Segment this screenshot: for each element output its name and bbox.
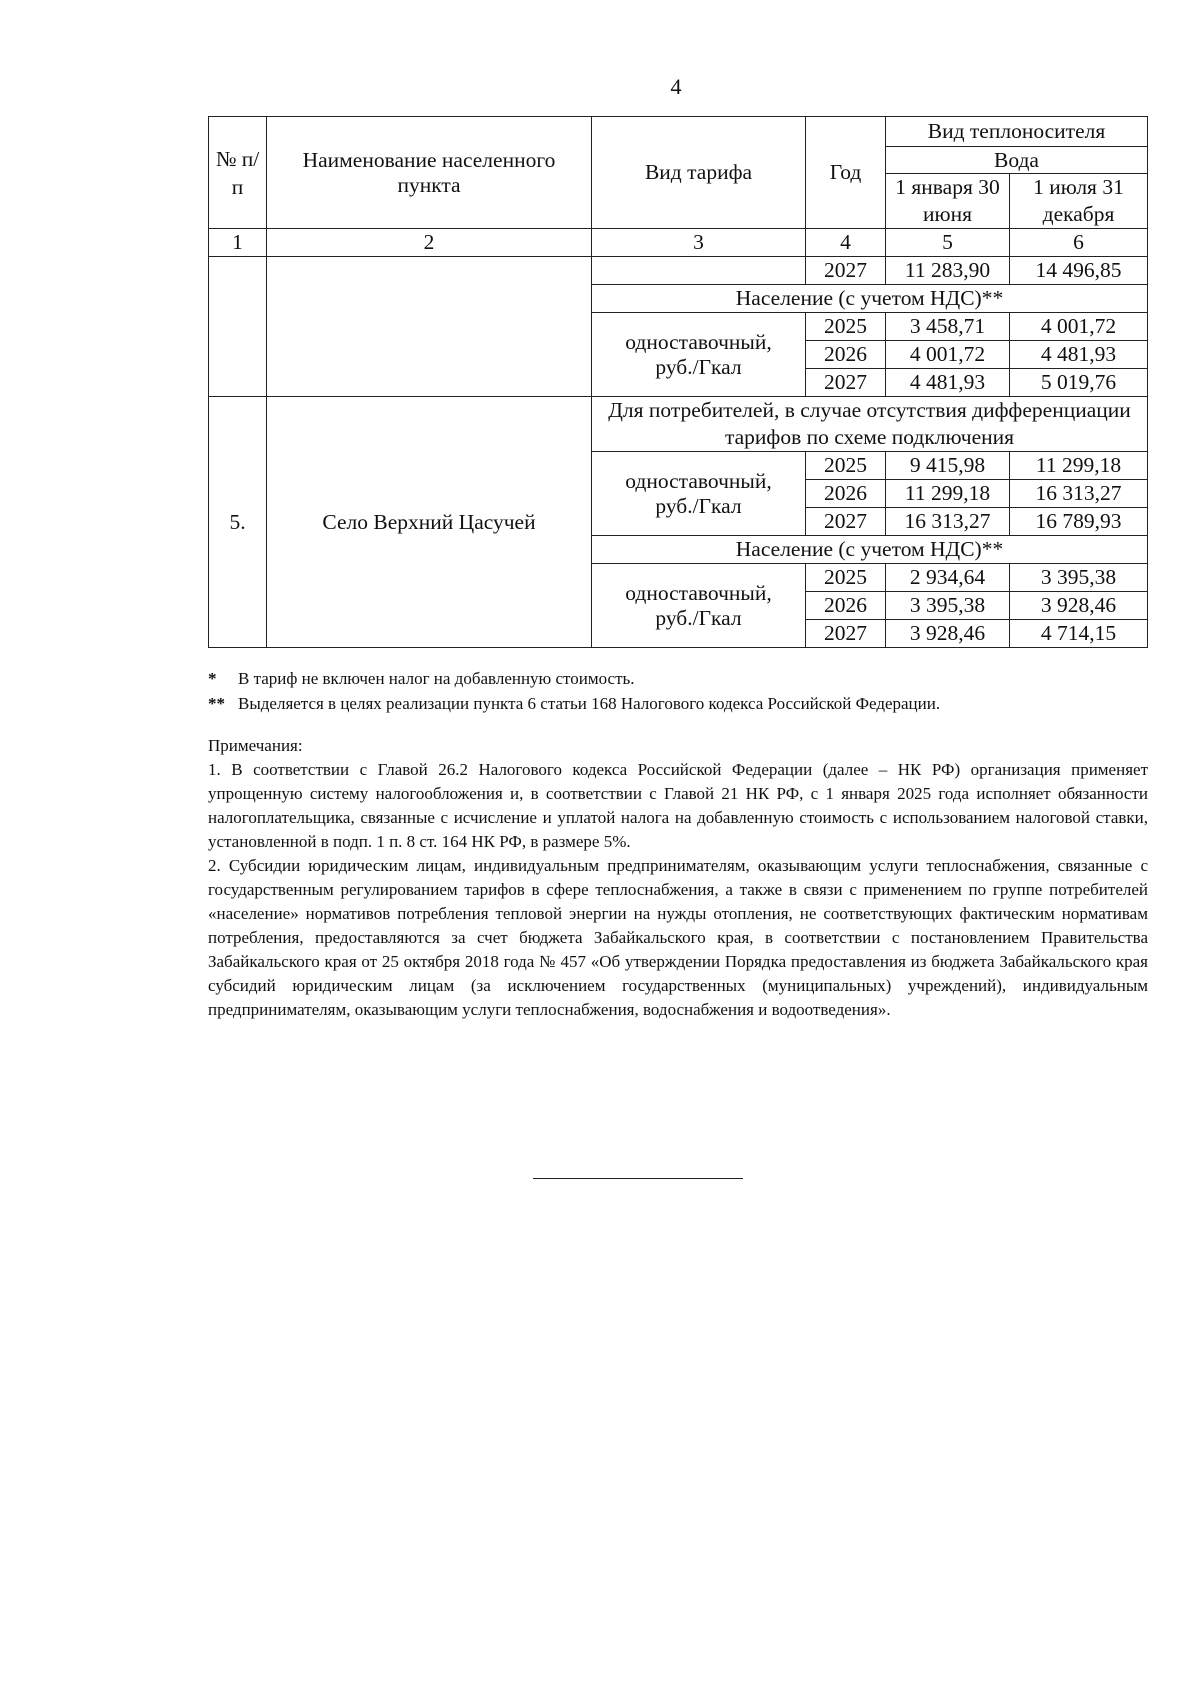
footnote-mark: ** [208, 694, 225, 713]
settlement-name: Село Верхний Цасучей [267, 397, 592, 648]
tariff-type-cell: одноставочный, руб./Гкал [592, 313, 806, 397]
value-cell: 3 458,71 [886, 313, 1010, 341]
year-cell: 2027 [806, 257, 886, 285]
footnote [208, 666, 1108, 691]
header-water: Вода [886, 147, 1148, 174]
table-row [209, 257, 1148, 285]
value-cell: 2 934,64 [886, 564, 1010, 592]
value-cell: 16 313,27 [886, 508, 1010, 536]
group-label: Для потребителей, в случае отсутствия дифференциации тарифов по схеме подключения [592, 397, 1148, 452]
footnotes [208, 666, 1108, 716]
header-period-1: 1 января 30 июня [886, 174, 1010, 229]
header-name: Наименование населенного пункта [267, 117, 592, 229]
column-number: 2 [267, 229, 592, 257]
year-cell: 2026 [806, 480, 886, 508]
value-cell: 4 001,72 [1010, 313, 1148, 341]
closing-divider [533, 1178, 743, 1179]
value-cell: 16 789,93 [1010, 508, 1148, 536]
year-cell: 2027 [806, 369, 886, 397]
value-cell: 11 299,18 [886, 480, 1010, 508]
year-cell: 2025 [806, 313, 886, 341]
value-cell: 5 019,76 [1010, 369, 1148, 397]
footnote-text: В тариф не включен налог на добавленную стоимость. [238, 669, 635, 688]
column-number: 6 [1010, 229, 1148, 257]
footnote-mark: * [208, 669, 217, 688]
value-cell: 3 928,46 [886, 620, 1010, 648]
value-cell: 14 496,85 [1010, 257, 1148, 285]
notes-title: Примечания: [208, 736, 303, 755]
header-period-2: 1 июля 31 декабря [1010, 174, 1148, 229]
value-cell: 4 714,15 [1010, 620, 1148, 648]
year-cell: 2027 [806, 620, 886, 648]
tariff-type-cell: одноставочный, руб./Гкал [592, 452, 806, 536]
column-number: 5 [886, 229, 1010, 257]
value-cell: 16 313,27 [1010, 480, 1148, 508]
column-number: 3 [592, 229, 806, 257]
column-numbers-row [209, 229, 1148, 257]
tariff-table [208, 116, 1148, 648]
year-cell: 2025 [806, 564, 886, 592]
group-label: Население (с учетом НДС)** [592, 536, 1148, 564]
empty-cell [592, 257, 806, 285]
value-cell: 3 928,46 [1010, 592, 1148, 620]
note-item: 2. Субсидии юридическим лицам, индивидуальным предпринимателям, оказывающим услуги теплоснабжения, связанные с государственным регулированием тарифов в сфере теплоснабжения, а также в связи с применением по группе потребителей «население» нормативов потребления тепловой энергии на нужды отопления, не соответствующих фактическим нормативам потребления, предоставляются за счет бюджета Забайкальского края, в соответствии с постановлением Правительства Забайкальского края от 25 октября 2018 года № 457 «Об утверждении Порядка предоставления из бюджета Забайкальского края субсидий юридическим лицам (за исключением государственных (муниципальных) учреждений), индивидуальным предпринимателям, оказывающим услуги теплоснабжения, водоснабжения и водоотведения». [208, 856, 1148, 1019]
value-cell: 3 395,38 [886, 592, 1010, 620]
header-year: Год [806, 117, 886, 229]
value-cell: 3 395,38 [1010, 564, 1148, 592]
header-carrier: Вид теплоносителя [886, 117, 1148, 147]
tariff-type-cell: одноставочный, руб./Гкал [592, 564, 806, 648]
value-cell: 4 001,72 [886, 341, 1010, 369]
header-num: № п/п [209, 117, 267, 229]
empty-cell [209, 257, 267, 397]
page-number: 4 [670, 74, 682, 99]
value-cell: 11 283,90 [886, 257, 1010, 285]
column-number: 1 [209, 229, 267, 257]
footnote [208, 691, 1108, 716]
value-cell: 4 481,93 [886, 369, 1010, 397]
year-cell: 2025 [806, 452, 886, 480]
header-tariff-type: Вид тарифа [592, 117, 806, 229]
footnote-text: Выделяется в целях реализации пункта 6 статьи 168 Налогового кодекса Российской Федерации. [238, 694, 941, 713]
empty-cell [267, 257, 592, 397]
year-cell: 2026 [806, 592, 886, 620]
value-cell: 4 481,93 [1010, 341, 1148, 369]
column-number: 4 [806, 229, 886, 257]
year-cell: 2027 [806, 508, 886, 536]
value-cell: 11 299,18 [1010, 452, 1148, 480]
notes-section [208, 734, 1148, 1022]
settlement-number: 5. [209, 397, 267, 648]
year-cell: 2026 [806, 341, 886, 369]
group-label: Население (с учетом НДС)** [592, 285, 1148, 313]
note-item: 1. В соответствии с Главой 26.2 Налогового кодекса Российской Федерации (далее – НК РФ) организация применяет упрощенную систему налогообложения и, в соответствии с Главой 21 НК РФ, с 1 января 2025 года исполняет обязанности налогоплательщика, связанные с исчисление и уплатой налога на добавленную стоимость с использованием налоговой ставки, установленной в подп. 1 п. 8 ст. 164 НК РФ, в размере 5%. [208, 760, 1148, 851]
value-cell: 9 415,98 [886, 452, 1010, 480]
